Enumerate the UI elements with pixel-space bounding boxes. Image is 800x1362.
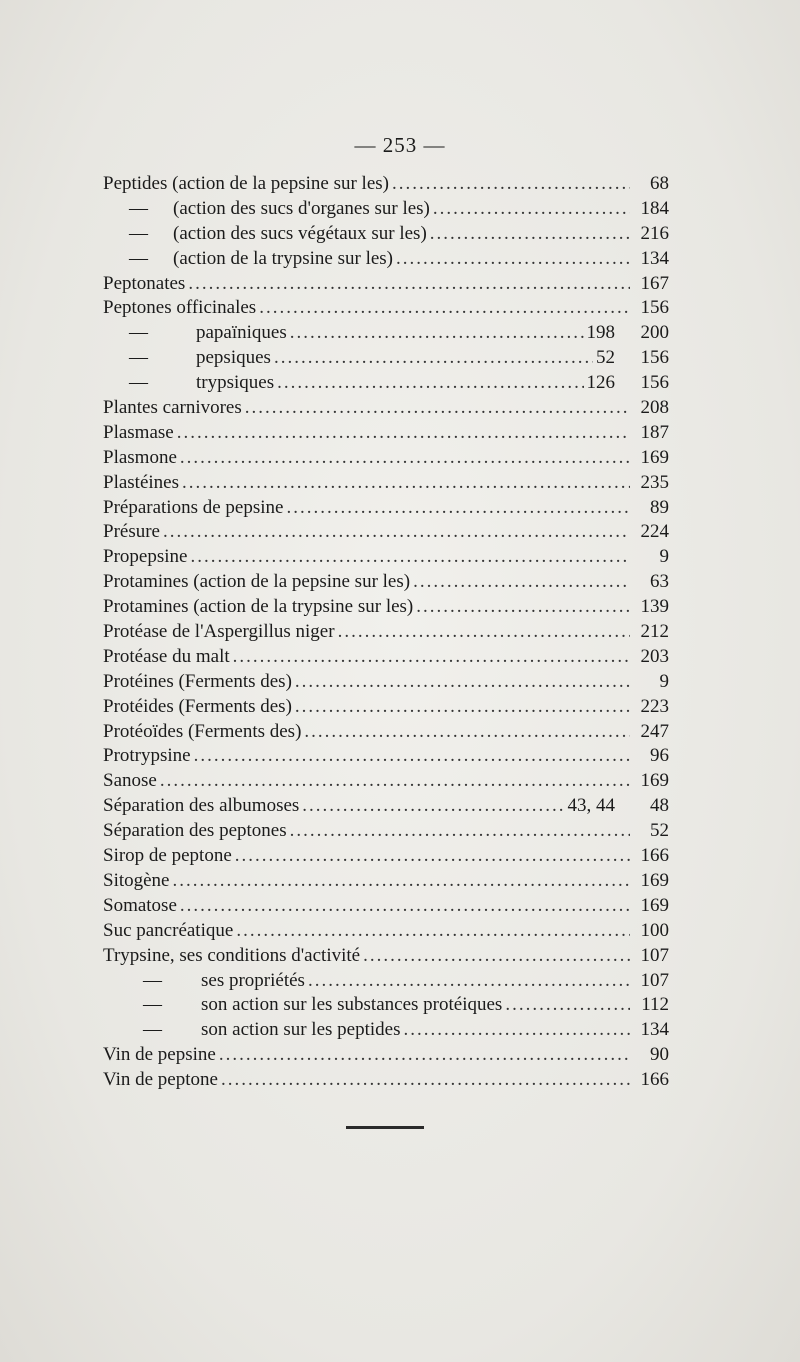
index-entry bbox=[103, 1043, 669, 1068]
dot-leader bbox=[304, 720, 630, 745]
index-list bbox=[103, 172, 669, 1093]
dot-leader bbox=[245, 396, 630, 421]
index-entry bbox=[103, 197, 669, 222]
index-entry bbox=[103, 247, 669, 272]
dot-leader bbox=[274, 346, 593, 371]
entry-extra-page: 43, 44 bbox=[567, 795, 615, 817]
entry-page: 169 bbox=[640, 894, 669, 916]
index-entry bbox=[103, 496, 669, 521]
dot-leader bbox=[363, 944, 630, 969]
index-entry bbox=[103, 744, 669, 769]
dot-leader bbox=[302, 794, 564, 819]
index-entry bbox=[103, 869, 669, 894]
entry-page: 167 bbox=[640, 272, 669, 294]
index-entry bbox=[103, 720, 669, 745]
entry-page: 166 bbox=[640, 1069, 669, 1091]
dot-leader bbox=[235, 844, 630, 869]
entry-page: 156 bbox=[640, 372, 669, 394]
entry-label: trypsiques bbox=[196, 372, 275, 394]
entry-page: 107 bbox=[640, 944, 669, 966]
entry-extra-page: 198 bbox=[586, 322, 615, 344]
entry-label: Trypsine, ses conditions d'activité bbox=[103, 944, 361, 966]
entry-page: 96 bbox=[650, 745, 669, 767]
continuation-dash: — bbox=[129, 322, 148, 344]
entry-label: Protamines (action de la pepsine sur les) bbox=[103, 571, 411, 593]
entry-page: 134 bbox=[640, 247, 669, 269]
entry-label: Plasmone bbox=[103, 446, 177, 468]
entry-label: Séparation des peptones bbox=[103, 820, 287, 842]
dot-leader bbox=[173, 869, 631, 894]
entry-page: 139 bbox=[640, 596, 669, 618]
entry-label: Vin de peptone bbox=[103, 1069, 218, 1091]
entry-label: Présure bbox=[103, 521, 160, 543]
dot-leader bbox=[277, 371, 583, 396]
entry-label: Plasmase bbox=[103, 421, 174, 443]
entry-label: son action sur les substances protéiques bbox=[201, 994, 503, 1016]
index-entry bbox=[103, 595, 669, 620]
dot-leader bbox=[392, 172, 630, 197]
continuation-dash: — bbox=[143, 994, 162, 1016]
entry-label: Sirop de peptone bbox=[103, 845, 232, 867]
entry-label: Protéase de l'Aspergillus niger bbox=[103, 621, 335, 643]
entry-label: Plastéines bbox=[103, 471, 179, 493]
index-entry bbox=[103, 993, 669, 1018]
entry-page: 166 bbox=[640, 845, 669, 867]
dot-leader bbox=[290, 819, 630, 844]
entry-label: Propepsine bbox=[103, 546, 188, 568]
page-number: — 253 — bbox=[354, 133, 446, 157]
entry-label: (action des sucs végétaux sur les) bbox=[173, 222, 427, 244]
entry-page: 169 bbox=[640, 446, 669, 468]
entry-label: papaïniques bbox=[196, 322, 287, 344]
continuation-dash: — bbox=[129, 372, 148, 394]
dot-leader bbox=[295, 695, 630, 720]
dot-leader bbox=[163, 520, 630, 545]
index-entry bbox=[103, 645, 669, 670]
entry-label: Sanose bbox=[103, 770, 157, 792]
index-entry bbox=[103, 944, 669, 969]
dot-leader bbox=[190, 545, 630, 570]
entry-page: 216 bbox=[640, 222, 669, 244]
entry-page: 63 bbox=[650, 571, 669, 593]
dot-leader bbox=[180, 894, 630, 919]
continuation-dash: — bbox=[129, 197, 148, 219]
entry-page: 52 bbox=[650, 820, 669, 842]
index-entry bbox=[103, 446, 669, 471]
dot-leader bbox=[416, 595, 630, 620]
entry-page: 9 bbox=[659, 670, 669, 692]
entry-extra-page: 52 bbox=[596, 347, 615, 369]
dot-leader bbox=[430, 222, 630, 247]
index-entry bbox=[103, 1068, 669, 1093]
dot-leader bbox=[433, 197, 630, 222]
entry-label: Préparations de pepsine bbox=[103, 496, 284, 518]
index-entry bbox=[103, 545, 669, 570]
dot-leader bbox=[236, 919, 630, 944]
entry-label: Séparation des albumoses bbox=[103, 795, 300, 817]
index-entry bbox=[103, 272, 669, 297]
entry-label: Vin de pepsine bbox=[103, 1044, 216, 1066]
entry-page: 212 bbox=[640, 621, 669, 643]
index-entry bbox=[103, 471, 669, 496]
entry-page: 203 bbox=[640, 645, 669, 667]
entry-page: 224 bbox=[640, 521, 669, 543]
entry-extra-page: 126 bbox=[586, 372, 615, 394]
entry-label: ses propriétés bbox=[201, 969, 305, 991]
entry-page: 156 bbox=[640, 297, 669, 319]
entry-page: 169 bbox=[640, 770, 669, 792]
entry-page: 90 bbox=[650, 1044, 669, 1066]
index-entry bbox=[103, 520, 669, 545]
entry-page: 48 bbox=[650, 795, 669, 817]
entry-label: Protamines (action de la trypsine sur les) bbox=[103, 596, 414, 618]
continuation-dash: — bbox=[143, 1019, 162, 1041]
dot-leader bbox=[182, 471, 630, 496]
index-entry bbox=[103, 919, 669, 944]
dot-leader bbox=[308, 969, 630, 994]
closing-rule bbox=[346, 1126, 424, 1129]
entry-page: 9 bbox=[659, 546, 669, 568]
dot-leader bbox=[221, 1068, 630, 1093]
entry-label: Suc pancréatique bbox=[103, 919, 234, 941]
continuation-dash: — bbox=[143, 969, 162, 991]
index-entry bbox=[103, 819, 669, 844]
entry-label: (action des sucs d'organes sur les) bbox=[173, 197, 430, 219]
index-entry bbox=[103, 172, 669, 197]
entry-label: Protéines (Ferments des) bbox=[103, 670, 292, 692]
index-entry bbox=[103, 844, 669, 869]
entry-label: Protéoïdes (Ferments des) bbox=[103, 720, 302, 742]
dot-leader bbox=[233, 645, 630, 670]
dot-leader bbox=[194, 744, 630, 769]
entry-page: 134 bbox=[640, 1019, 669, 1041]
index-entry bbox=[103, 321, 669, 346]
index-entry bbox=[103, 222, 669, 247]
entry-page: 223 bbox=[640, 695, 669, 717]
entry-page: 247 bbox=[640, 720, 669, 742]
entry-page: 156 bbox=[640, 347, 669, 369]
index-entry bbox=[103, 969, 669, 994]
entry-label: Peptides (action de la pepsine sur les) bbox=[103, 173, 389, 194]
dot-leader bbox=[160, 769, 630, 794]
dot-leader bbox=[295, 670, 630, 695]
dot-leader bbox=[177, 421, 630, 446]
continuation-dash: — bbox=[129, 247, 148, 269]
entry-page: 68 bbox=[650, 173, 669, 194]
entry-page: 208 bbox=[640, 397, 669, 419]
index-entry bbox=[103, 371, 669, 396]
dot-leader bbox=[413, 570, 630, 595]
entry-label: pepsiques bbox=[196, 347, 271, 369]
entry-label: Protéase du malt bbox=[103, 645, 230, 667]
entry-page: 169 bbox=[640, 869, 669, 891]
entry-page: 100 bbox=[640, 919, 669, 941]
index-entry bbox=[103, 894, 669, 919]
entry-page: 107 bbox=[640, 969, 669, 991]
entry-label: Sitogène bbox=[103, 869, 170, 891]
entry-page: 89 bbox=[650, 496, 669, 518]
dot-leader bbox=[403, 1018, 630, 1043]
continuation-dash: — bbox=[129, 222, 148, 244]
index-entry bbox=[103, 670, 669, 695]
entry-page: 112 bbox=[641, 994, 669, 1016]
dot-leader bbox=[396, 247, 630, 272]
entry-page: 184 bbox=[640, 197, 669, 219]
index-entry bbox=[103, 1018, 669, 1043]
dot-leader bbox=[338, 620, 630, 645]
entry-label: Plantes carnivores bbox=[103, 397, 242, 419]
entry-label: Peptones officinales bbox=[103, 297, 257, 319]
index-entry bbox=[103, 296, 669, 321]
entry-label: (action de la trypsine sur les) bbox=[173, 247, 394, 269]
index-entry bbox=[103, 396, 669, 421]
entry-label: son action sur les peptides bbox=[201, 1019, 401, 1041]
entry-label: Protrypsine bbox=[103, 745, 191, 767]
entry-page: 187 bbox=[640, 421, 669, 443]
dot-leader bbox=[219, 1043, 630, 1068]
entry-label: Somatose bbox=[103, 894, 177, 916]
dot-leader bbox=[505, 993, 630, 1018]
continuation-dash: — bbox=[129, 347, 148, 369]
dot-leader bbox=[180, 446, 630, 471]
dot-leader bbox=[286, 496, 630, 521]
index-entry bbox=[103, 421, 669, 446]
index-entry bbox=[103, 346, 669, 371]
dot-leader bbox=[290, 321, 584, 346]
index-entry bbox=[103, 695, 669, 720]
entry-page: 235 bbox=[640, 471, 669, 493]
index-entry bbox=[103, 570, 669, 595]
index-entry bbox=[103, 620, 669, 645]
index-entry bbox=[103, 769, 669, 794]
entry-label: Peptonates bbox=[103, 272, 186, 294]
dot-leader bbox=[188, 272, 630, 297]
dot-leader bbox=[259, 296, 630, 321]
index-entry bbox=[103, 794, 669, 819]
entry-page: 200 bbox=[640, 322, 669, 344]
entry-label: Protéides (Ferments des) bbox=[103, 695, 292, 717]
